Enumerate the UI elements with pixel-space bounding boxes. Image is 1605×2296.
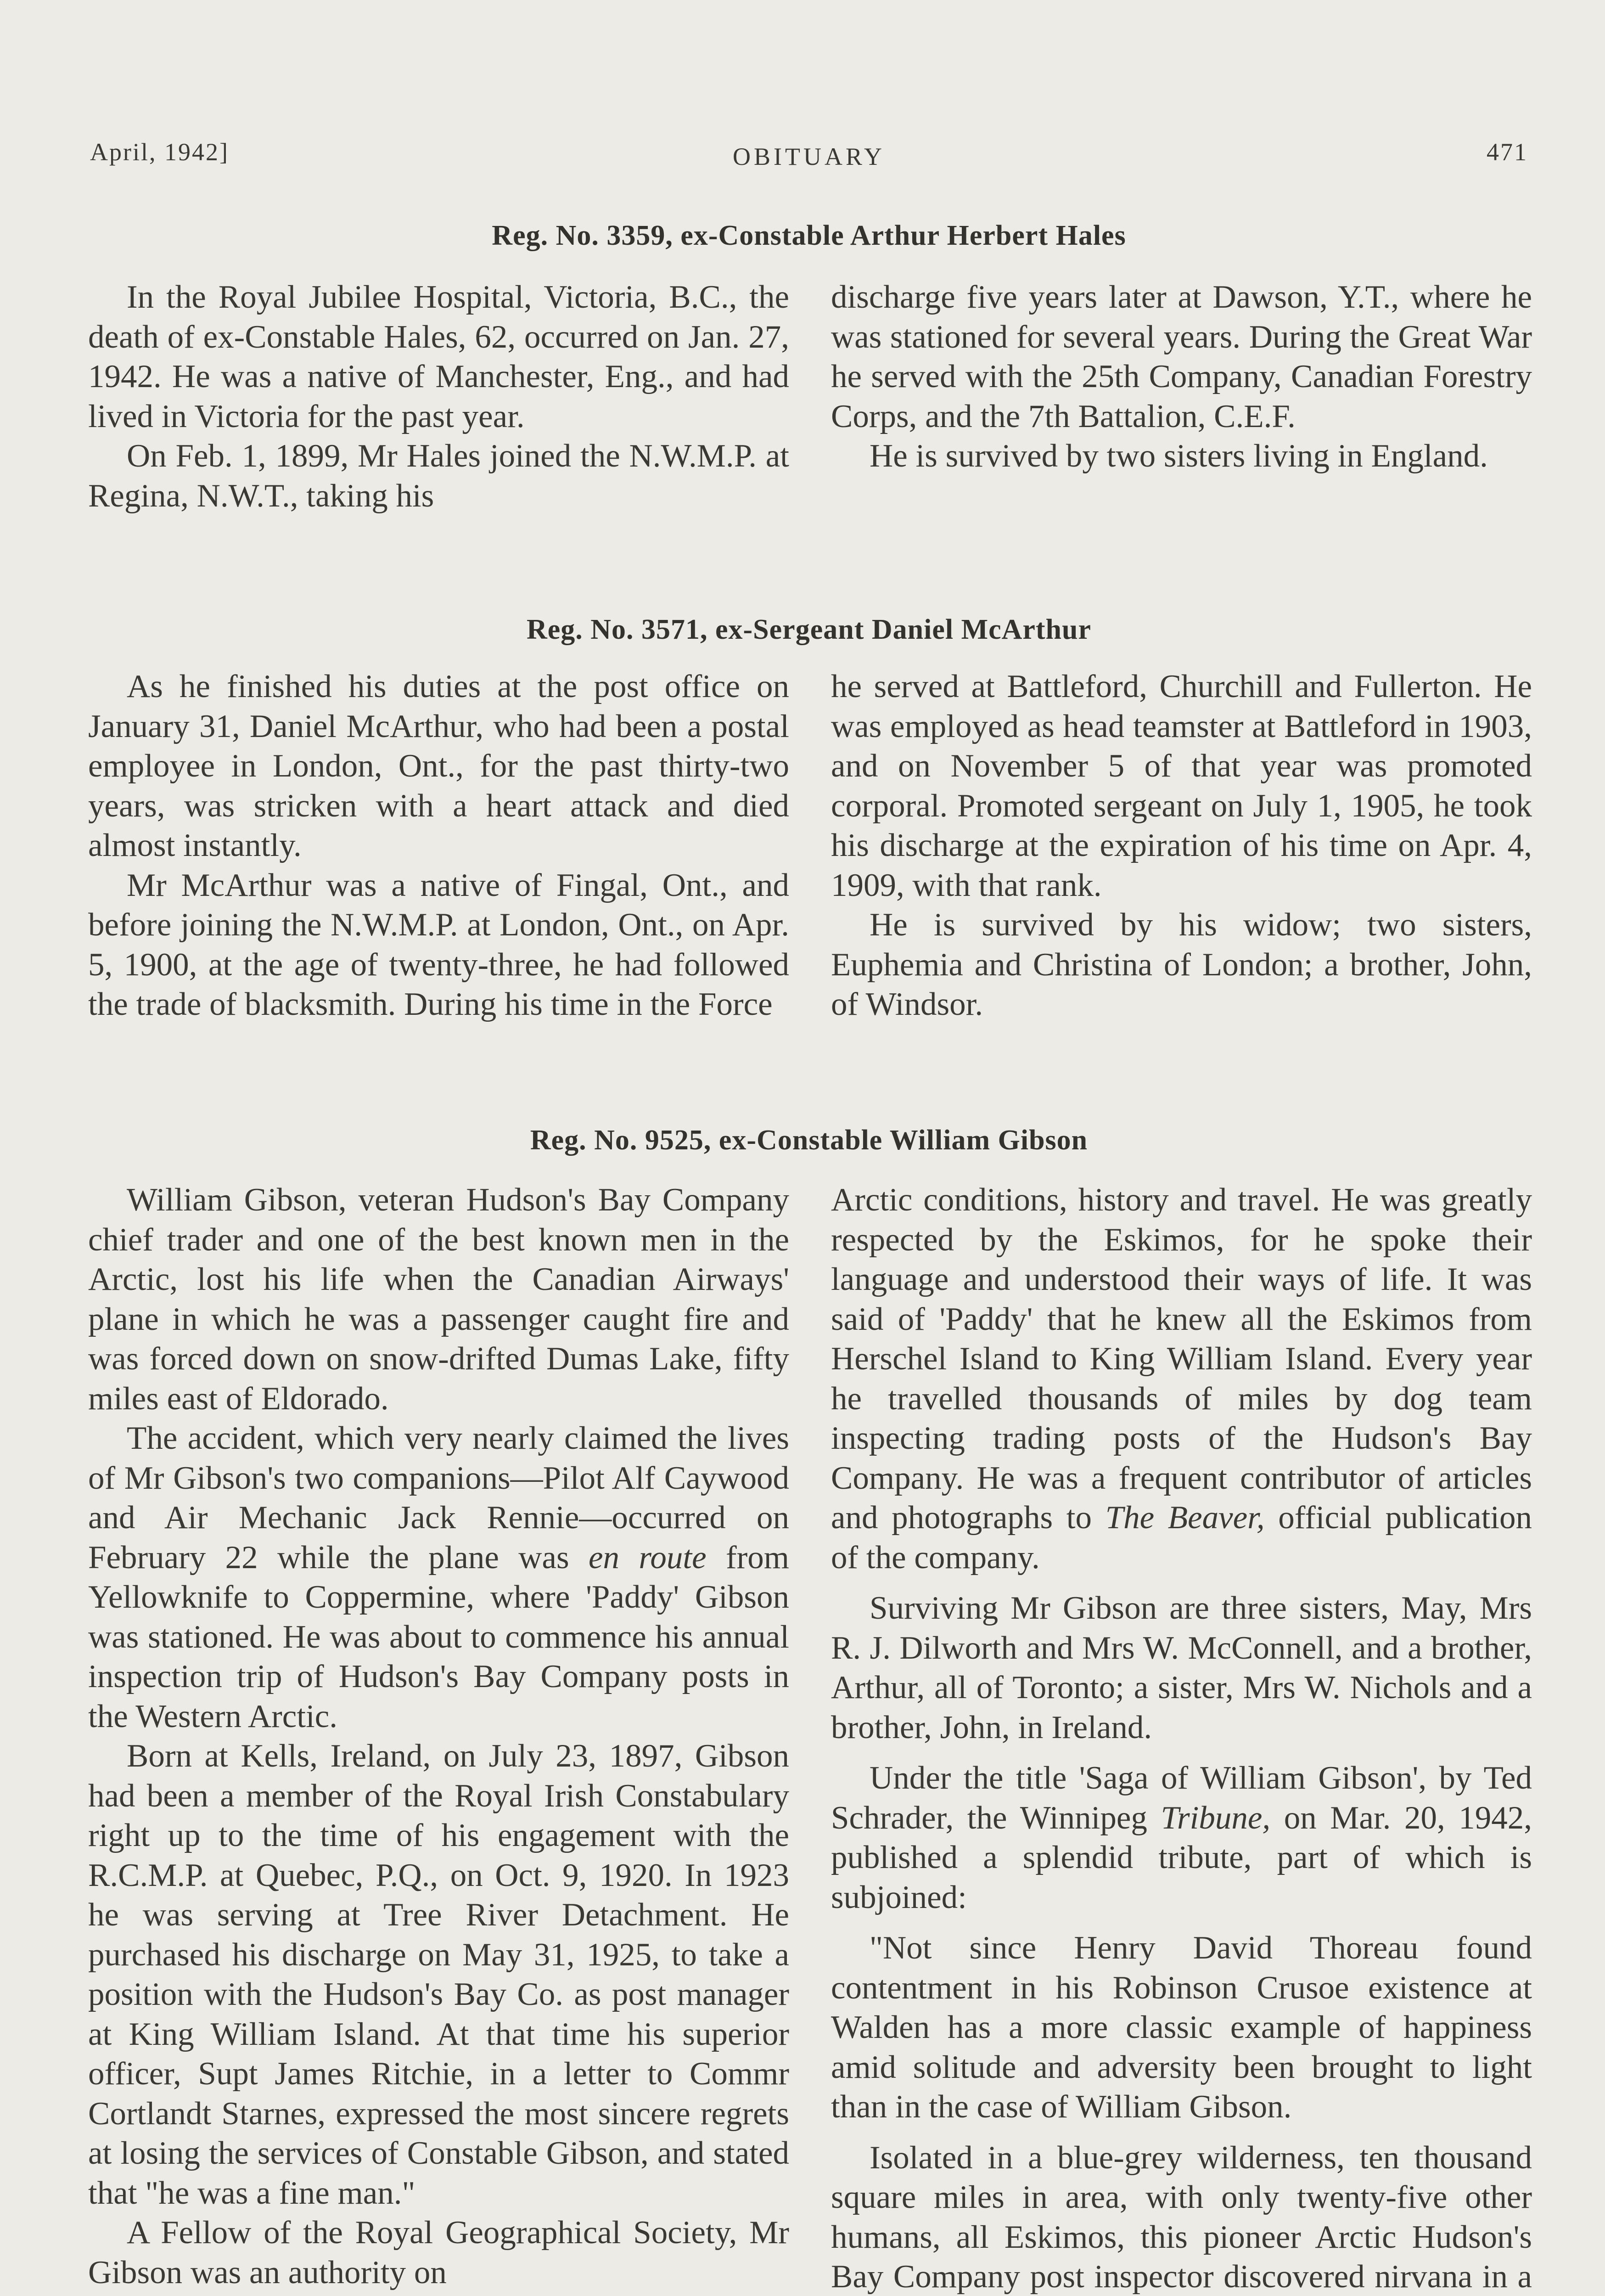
running-head xyxy=(90,133,1528,174)
paragraph: Surviving Mr Gibson are three sisters, May, Mrs R. J. Dilworth and Mrs W. McConnell, and a brother, Arthur, all of Toronto; a sister, Mrs W. Nichols and a brother, John, in Ireland. xyxy=(831,1590,1532,1745)
paragraph: He is survived by two sisters living in England. xyxy=(870,438,1488,474)
paragraph: William Gibson, veteran Hudson's Bay Company chief trader and one of the best known men in the Arctic, lost his life when the Canadian Airways' plane in which he was a passenger caught fire and was forced down on snow-drifted Dumas Lake, fifty miles east of Eldorado. xyxy=(88,1182,789,1417)
paragraph: Born at Kells, Ireland, on July 23, 1897, Gibson had been a member of the Royal Irish Constabulary right up to the time of his engagement with the R.C.M.P. at Quebec, P.Q., on Oct. 9, 1920. In 1923 he was serving at Tree River Detachment. He purchased his discharge on May 31, 1925, to take a position with the Hudson's Bay Co. as post manager at King William Island. At that time his superior officer, Supt James Ritchie, in a letter to Commr Cortlandt Starnes, expressed the most sincere regrets at losing the services of Constable Gibson, and stated that "he was a fine man." xyxy=(88,1738,789,2211)
paragraph: Mr McArthur was a native of Fingal, Ont., and before joining the N.W.M.P. at London, Ont., on Apr. 5, 1900, at the age of twenty-three, he had followed the trade of blacksmith. During his time in the Force xyxy=(88,867,789,1022)
paragraph: he served at Battleford, Churchill and Fullerton. He was employed as head teamster at Battleford in 1903, and on November 5 of that year was promoted corporal. Promoted sergeant on July 1, 1905, he took his discharge at the expiration of his time on Apr. 4, 1909, with that rank. xyxy=(831,669,1532,903)
italic-phrase: en route xyxy=(589,1539,707,1576)
page-number: 471 xyxy=(1487,138,1528,166)
obituary-gibson-right-column xyxy=(831,1180,1532,2296)
obituary-mcarthur-left-column xyxy=(88,667,789,1024)
obituary-hales-right-column xyxy=(831,277,1532,476)
paragraph: A Fellow of the Royal Geographical Society, Mr Gibson was an authority on xyxy=(88,2215,789,2290)
quoted-paragraph: Isolated in a blue-grey wilderness, ten thousand square miles in area, with only twenty-five other humans, all Eskimos, this pioneer Arctic Hudson's Bay Company post inspector discovered nirvana in a xyxy=(831,2139,1532,2295)
quoted-paragraph: "Not since Henry David Thoreau found contentment in his Robinson Crusoe existence at Walden has a more classic example of happiness amid solitude and adversity been brought to light than in the case of William Gibson. xyxy=(831,1930,1532,2125)
issue-date: April, 1942] xyxy=(90,138,229,166)
obituary-mcarthur-right-column xyxy=(831,667,1532,1024)
paragraph: On Feb. 1, 1899, Mr Hales joined the N.W.M.P. at Regina, N.W.T., taking his xyxy=(88,438,789,514)
obituary-title-gibson: Reg. No. 9525, ex-Constable William Gibson xyxy=(530,1125,1088,1156)
paragraph: In the Royal Jubilee Hospital, Victoria, B.C., the death of ex-Constable Hales, 62, occurred on Jan. 27, 1942. He was a native of Manchester, Eng., and had lived in Victoria for the past year. xyxy=(88,279,789,434)
paragraph: As he finished his duties at the post office on January 31, Daniel McArthur, who had been a postal employee in London, Ont., for the past thirty-two years, was stricken with a heart attack and died almost instantly. xyxy=(88,669,789,863)
obituary-gibson-left-column xyxy=(88,1180,789,2292)
obituary-title-hales: Reg. No. 3359, ex-Constable Arthur Herbert Hales xyxy=(492,220,1126,251)
paragraph: He is survived by his widow; two sisters, Euphemia and Christina of London; a brother, John, of Windsor. xyxy=(831,907,1532,1022)
section-title: OBITUARY xyxy=(732,143,885,170)
paragraph: The accident, which very nearly claimed the lives of Mr Gibson's two companions—Pilot Alf Caywood and Air Mechanic Jack Rennie—occurred on February 22 while the plane was en route from Yellowknife to Coppermine, where 'Paddy' Gibson was stationed. He was about to commence his annual inspection trip of Hudson's Bay Company posts in the Western Arctic. xyxy=(88,1420,790,1734)
obituary-title-mcarthur: Reg. No. 3571, ex-Sergeant Daniel McArthur xyxy=(526,614,1092,645)
paragraph: Under the title 'Saga of William Gibson', by Ted Schrader, the Winnipeg Tribune, on Mar. 20, 1942, published a splendid tribute, part of which is subjoined: xyxy=(831,1760,1532,1915)
paragraph: Arctic conditions, history and travel. He was greatly respected by the Eskimos, for he spoke their language and understood their ways of life. It was said of 'Paddy' that he knew all the Eskimos from Herschel Island to King William Island. Every year he travelled thousands of miles by dog team inspecting trading posts of the Hudson's Bay Company. He was a frequent contributor of articles and photographs to The Beaver, official publication of the company. xyxy=(831,1182,1532,1576)
italic-publication: The Beaver, xyxy=(1105,1500,1265,1536)
obituary-hales-left-column xyxy=(88,277,789,516)
italic-publication: Tribune, xyxy=(1161,1800,1271,1836)
paragraph: discharge five years later at Dawson, Y.T., where he was stationed for several years. During the Great War he served with the 25th Company, Canadian Forestry Corps, and the 7th Battalion, C.E.F. xyxy=(831,279,1532,434)
